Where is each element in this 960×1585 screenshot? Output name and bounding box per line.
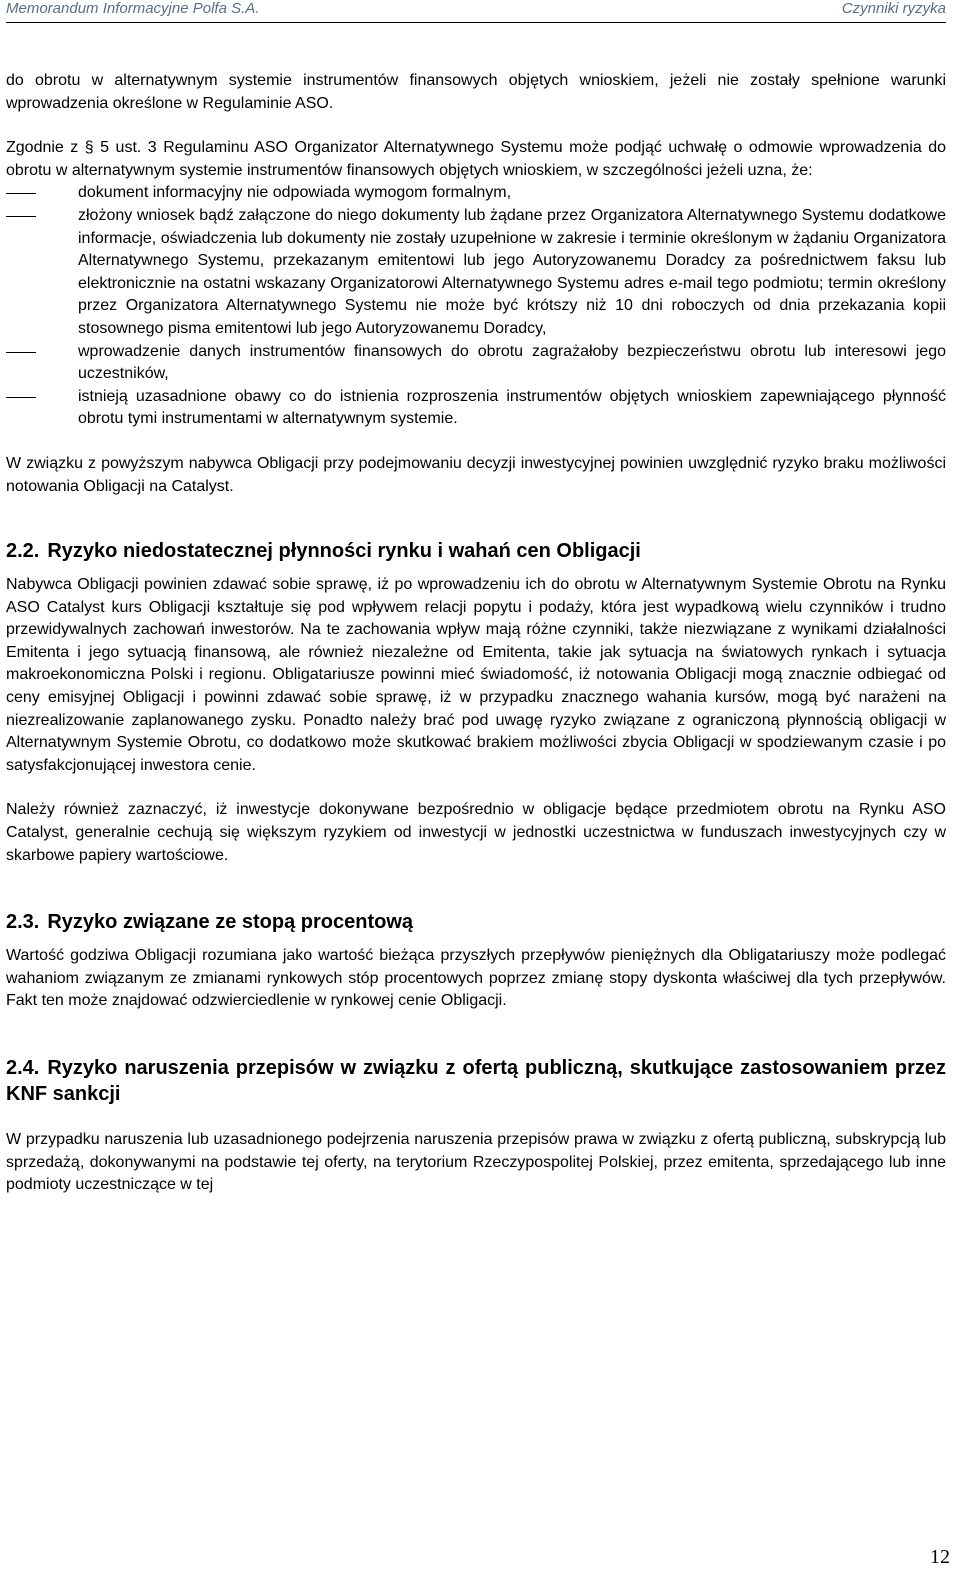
refusal-conditions-list [6,182,946,431]
page-header [6,0,946,20]
header-document-title: Memorandum Informacyjne Polfa S.A. [6,0,260,17]
paragraph-liquidity: Nabywca Obligacji powinien zdawać sobie sprawę, iż po wprowadzeniu ich do obrotu w Alternatywnym Systemie Obrotu na Rynku ASO Catalyst kurs Obligacji kształtuje się pod wpływem relacji popytu i podaży, która jest wypadkową wielu czynników i trudno przewidywalnych zachowań inwestorów. Na te zachowania wpływ mają różne czynniki, także niezwiązane z wynikami działalności Emitenta i jego sytuacją finansową, ale również niezależne od Emitenta, takie jak sytuacja na światowych rynkach i sytuacja makroekonomiczna Polski i regionu. Obligatariusze powinni mieć świadomość, iż notowania Obligacji mogą znacznie odbiegać od ceny emisyjnej Obligacji i powinni zdawać sobie sprawę, iż w przypadku znacznego wahania kursów, mogą być narażeni na niezrealizowanie zaplanowanego zysku. Ponadto należy brać pod uwagę ryzyko związane z ograniczoną płynnością obligacji w Alternatywnym Systemie Obrotu, co dodatkowo może skutkować brakiem możliwości zbycia Obligacji w spodziewanym czasie i po satysfakcjonującej inwestora cenie. [6,576,946,774]
dash-bullet-icon [6,352,36,353]
list-item: złożony wniosek bądź załączone do niego dokumenty lub żądane przez Organizatora Alternatywnego Systemu dodatkowe informacje, oświadczenia lub dokumenty nie zostały uzupełnione w zakresie i terminie określonym w żądaniu Organizatora Alternatywnego Systemu, przekazanym emitentowi lub jego Autoryzowanemu Doradcy za pośrednictwem faksu lub elektronicznie na ostatni wskazany Organizatorowi Alternatywnego Systemu adres e-mail tego podmiotu; termin określony przez Organizatora Alternatywnego Systemu nie może być krótszy niż 10 dni roboczych od dnia przekazania kopii stosownego pisma emitentowi lub jego Autoryzowanemu Doradcy, [6,205,946,341]
paragraph-regulation: Zgodnie z § 5 ust. 3 Regulaminu ASO Organizator Alternatywnego Systemu może podjąć uchwałę o odmowie wprowadzenia do obrotu w alternatywnym systemie instrumentów finansowych objętych wnioskiem, w szczególności jeżeli uzna, że: [6,139,946,179]
paragraph-liquidity-note: Należy również zaznaczyć, iż inwestycje dokonywane bezpośrednio w obligacje będące przedmiotem obrotu na Rynku ASO Catalyst, generalnie cechują się większym ryzykiem od inwestycji w jednostki uczestnictwa w funduszach inwestycyjnych czy w skarbowe papiery wartościowe. [6,801,946,864]
header-rule [6,22,946,23]
header-section-title: Czynniki ryzyka [841,0,946,17]
section-heading-2-4: 2.4. Ryzyko naruszenia przepisów w związku z ofertą publiczną, skutkujące zastosowaniem przez KNF sankcji [6,1057,946,1105]
section-heading-2-2: 2.2. Ryzyko niedostatecznej płynności rynku i wahań cen Obligacji [6,540,641,563]
paragraph-interest-rate: Wartość godziwa Obligacji rozumiana jako wartość bieżąca przyszłych przepływów pieniężnych dla Obligatariuszy może podlegać wahaniom związanym ze zmianami rynkowych stóp procentowych poprzez zmianę stopy dyskonta właściwej dla tych przepływów. Fakt ten może znajdować odzwierciedlenie w rynkowej cenie Obligacji. [6,947,946,1010]
list-item: wprowadzenie danych instrumentów finansowych do obrotu zagrażałoby bezpieczeństwu obrotu lub interesowi jego uczestników, [6,341,946,386]
document-body [6,70,946,1197]
list-item: dokument informacyjny nie odpowiada wymogom formalnym, [6,182,946,205]
dash-bullet-icon [6,193,36,194]
dash-bullet-icon [6,397,36,398]
page-number: 12 [930,1546,950,1568]
section-heading-2-3: 2.3. Ryzyko związane ze stopą procentową [6,911,414,934]
dash-bullet-icon [6,216,36,217]
paragraph-conclusion: W związku z powyższym nabywca Obligacji przy podejmowaniu decyzji inwestycyjnej powinien uwzględnić ryzyko braku możliwości notowania Obligacji na Catalyst. [6,454,946,495]
list-item: istnieją uzasadnione obawy co do istnienia rozproszenia instrumentów objętych wnioskiem zapewniającego płynność obrotu tymi instrumentami w alternatywnym systemie. [6,386,946,431]
paragraph-intro: do obrotu w alternatywnym systemie instrumentów finansowych objętych wnioskiem, jeżeli nie zostały spełnione warunki wprowadzenia określone w Regulaminie ASO. [6,72,946,112]
paragraph-knf-sanctions: W przypadku naruszenia lub uzasadnionego podejrzenia naruszenia przepisów prawa w związku z ofertą publiczną, subskrypcją lub sprzedażą, dokonywanymi na podstawie tej oferty, na terytorium Rzeczypospolitej Polskiej, przez emitenta, sprzedającego lub inne podmioty uczestniczące w tej [6,1131,946,1194]
